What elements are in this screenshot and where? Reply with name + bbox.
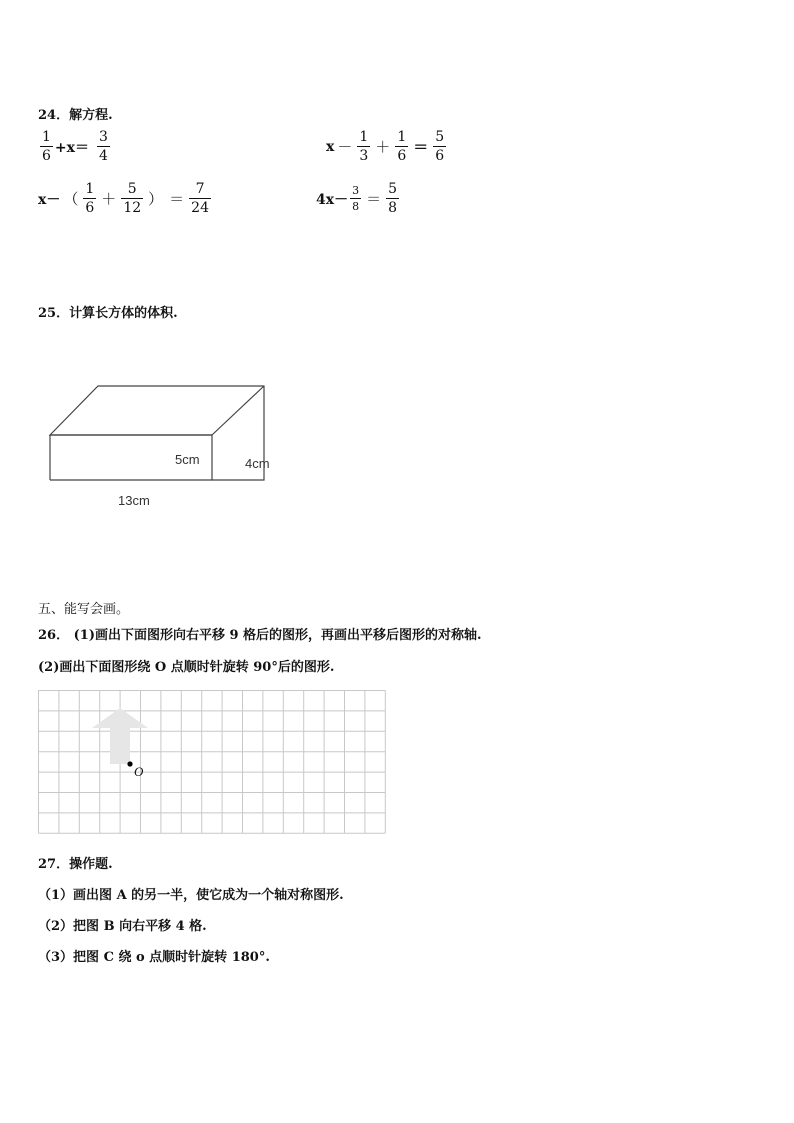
equation-2: x － $\frac{1}{3}$ ＋ $\frac{1}{6}$ ＝ $\frac{5}{6}$ [326,129,445,164]
cuboid-figure [40,378,280,518]
q27-item-2: （2）把图 B 向右平移 4 格. [38,919,207,934]
q26-line2: (2)画出下面图形绕 O 点顺时针旋转 90°后的图形. [38,660,335,675]
fraction: $\frac{1}{3}$ [359,129,369,164]
fraction: $\frac{1}{6}$ [85,181,95,216]
q25-title: 25．计算长方体的体积. [38,306,178,321]
length-label: 13cm [118,493,150,508]
q27-item-1: （1）画出图 A 的另一半，使它成为一个轴对称图形. [38,888,344,903]
q27-title: 27．操作题. [38,857,113,872]
fraction: $\frac{1}{6}$ [42,129,51,164]
grid-lines [39,691,386,834]
fraction: $\frac{7}{24}$ [191,181,209,216]
q26-line1: 26． (1)画出下面图形向右平移 9 格后的图形，再画出平移后图形的对称轴. [38,628,482,643]
cuboid-edge [212,386,264,435]
equation-4: 4x－ $\frac{3}{8}$ ＝ $\frac{5}{8}$ [316,181,398,216]
height-label: 5cm [175,452,200,467]
q27-item-3: （3）把图 C 绕 o 点顺时针旋转 180°. [38,950,270,965]
cuboid-outline [50,386,264,480]
fraction: $\frac{5}{12}$ [123,181,142,216]
fraction: $\frac{5}{6}$ [435,129,445,164]
fraction: $\frac{1}{6}$ [397,129,407,164]
point-o-label: O [134,764,144,779]
fraction: $\frac{3}{4}$ [99,129,108,164]
fraction: $\frac{3}{8}$ [352,184,360,213]
section-title: 五、能写会画。 [38,602,130,617]
equation-1: $\frac{1}{6}$ +x＝ $\frac{3}{4}$ [42,129,108,164]
fraction: $\frac{5}{8}$ [388,181,398,216]
point-o [127,761,132,766]
depth-label: 4cm [245,456,270,471]
arrow-stem [110,728,130,764]
q24-title: 24．解方程. [38,108,113,123]
equation-3: x－ （ $\frac{1}{6}$ ＋ $\frac{5}{12}$ ） ＝ $\frac{7}{24}$ [38,181,209,216]
grid-figure [38,690,388,838]
